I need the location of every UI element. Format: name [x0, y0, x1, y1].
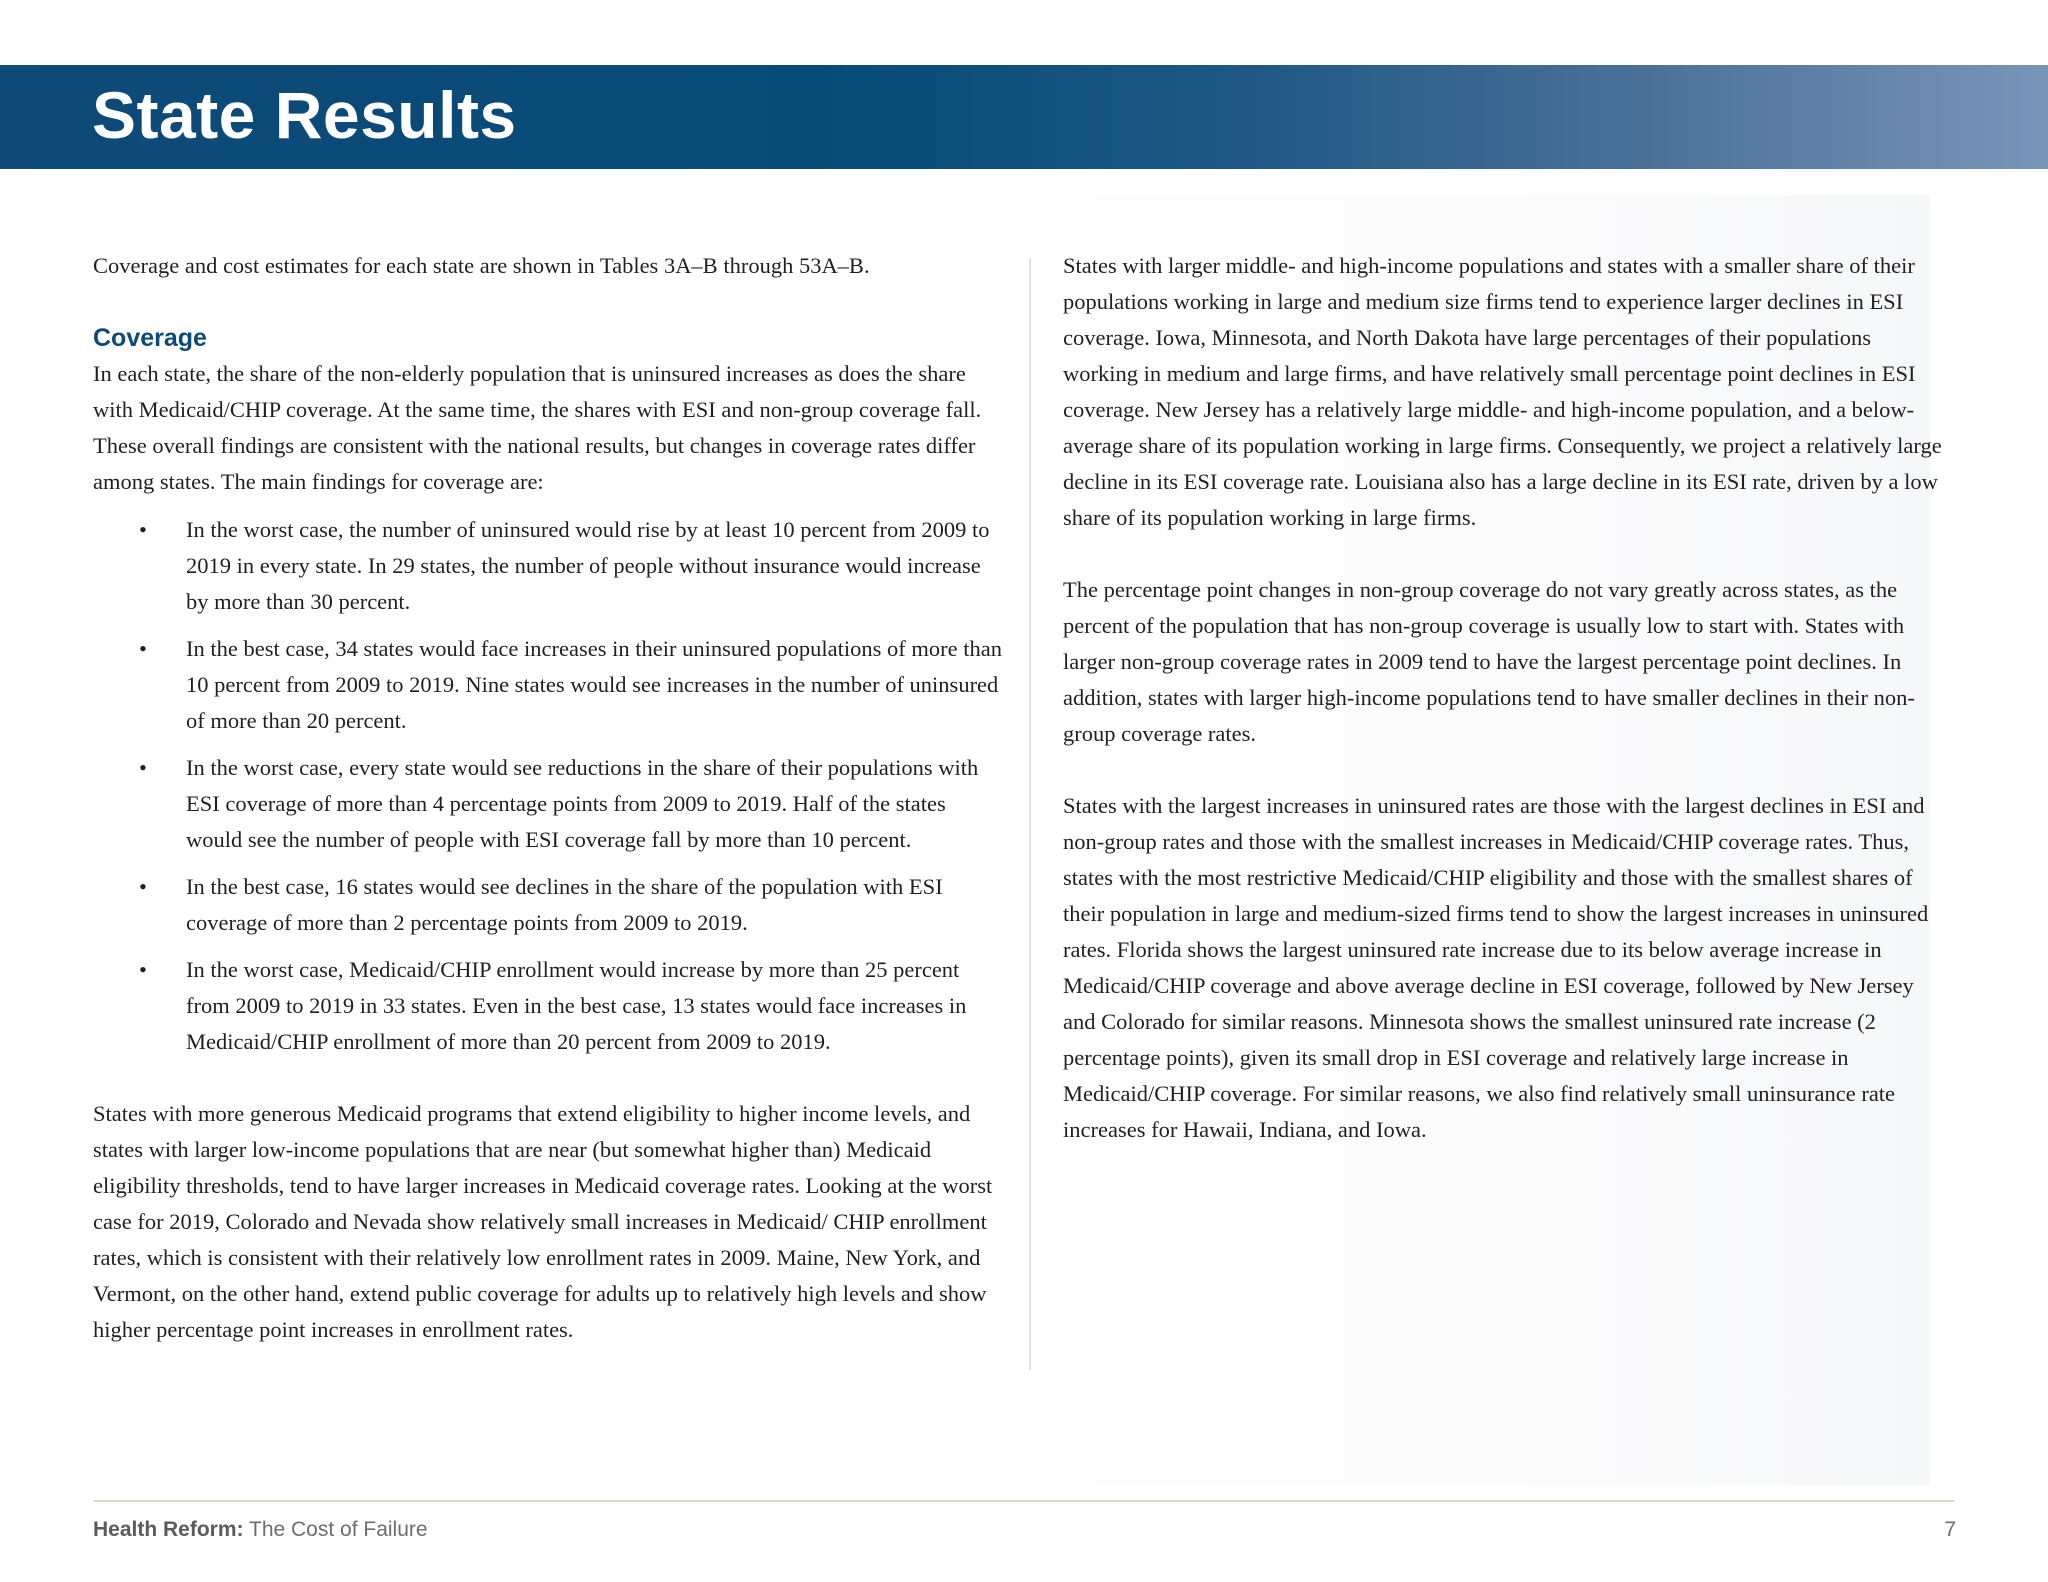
left-column: [93, 248, 1003, 1384]
page-title: State Results: [92, 78, 517, 152]
medicaid-paragraph: States with more generous Medicaid programs that extend eligibility to higher income levels, and states with larger low-income populations that are near (but somewhat higher than) Medicaid eligibility thresholds, tend to have larger increases in Medicaid coverage rates. Looking at the worst case for 2019, Colorado and Nevada show relatively small increases in Medicaid/ CHIP enrollment rates, which is consistent with their relatively low enrollment rates in 2009. Maine, New York, and Vermont, on the other hand, extend public coverage for adults up to relatively high levels and show higher percentage point increases in enrollment rates.: [93, 1101, 993, 1342]
list-item: [93, 750, 1003, 858]
column-divider: [1029, 258, 1031, 1370]
list-item: [93, 952, 1003, 1060]
list-item-text: In the best case, 16 states would see declines in the share of the population with ESI coverage of more than 2 percentage points from 2009 to 2019.: [186, 874, 943, 935]
list-item: [93, 869, 1003, 941]
list-item-text: In the worst case, Medicaid/CHIP enrollment would increase by more than 25 percent from 2009 to 2019 in 33 states. Even in the best case, 13 states would face increases in Medicaid/CHIP enrollment of more than 20 percent from 2009 to 2019.: [186, 957, 967, 1054]
intro-paragraph: Coverage and cost estimates for each state are shown in Tables 3A–B through 53A–B.: [93, 253, 870, 278]
bullet-icon: •: [139, 957, 147, 982]
bullet-icon: •: [139, 874, 147, 899]
list-item-text: In the worst case, every state would see reductions in the share of their populations with ESI coverage of more than 4 percentage points from 2009 to 2019. Half of the states would see the number of people with ESI coverage fall by more than 10 percent.: [186, 755, 979, 852]
footer-publication-title: [93, 1518, 428, 1542]
coverage-findings-list: [93, 512, 1003, 1060]
section-heading-coverage: Coverage: [93, 324, 207, 352]
non-group-paragraph: The percentage point changes in non-group coverage do not vary greatly across states, as the percent of the population that has non-group coverage is usually low to start with. States with larger non-group coverage rates in 2009 tend to have the largest percentage point declines. In addition, states with larger high-income populations tend to have smaller declines in their non-group coverage rates.: [1063, 577, 1915, 746]
esi-paragraph: States with larger middle- and high-income populations and states with a smaller share of their populations working in large and medium size firms tend to experience larger declines in ESI coverage. Iowa, Minnesota, and North Dakota have large percentages of their populations working in medium and large firms, and have relatively small percentage point declines in ESI coverage. New Jersey has a relatively large middle- and high-income population, and a below-average share of its population working in large firms. Consequently, we project a relatively large decline in its ESI coverage rate. Louisiana also has a large decline in its ESI rate, driven by a low share of its population working in large firms.: [1063, 253, 1942, 530]
footer-publication-subtitle: The Cost of Failure: [243, 1518, 428, 1541]
list-item: [93, 631, 1003, 739]
footer-publication-bold: Health Reform:: [93, 1518, 244, 1541]
list-item-text: In the worst case, the number of uninsured would rise by at least 10 percent from 2009 to 2019 in every state. In 29 states, the number of people without insurance would increase by more than 30 percent.: [186, 517, 990, 614]
list-item: [93, 512, 1003, 620]
header-band: [0, 65, 2048, 169]
page-number: 7: [1944, 1518, 1956, 1541]
footer-divider: [93, 1500, 1955, 1502]
right-column: [1063, 248, 1943, 1184]
uninsured-paragraph: States with the largest increases in uninsured rates are those with the largest declines in ESI and non-group rates and those with the smallest increases in Medicaid/CHIP coverage rates. Thus, states with the most restrictive Medicaid/CHIP eligibility and those with the smallest shares of their population in large and medium-sized firms tend to show the largest increases in uninsured rates. Florida shows the largest uninsured rate increase due to its below average increase in Medicaid/CHIP coverage and above average decline in ESI coverage, followed by New Jersey and Colorado for similar reasons. Minnesota shows the smallest uninsured rate increase (2 percentage points), given its small drop in ESI coverage and relatively large increase in Medicaid/CHIP coverage. For similar reasons, we also find relatively small uninsurance rate increases for Hawaii, Indiana, and Iowa.: [1063, 793, 1929, 1142]
bullet-icon: •: [139, 636, 147, 661]
bullet-icon: •: [139, 755, 147, 780]
bullet-icon: •: [139, 517, 147, 542]
coverage-lead-paragraph: In each state, the share of the non-elderly population that is uninsured increases as does the share with Medicaid/CHIP coverage. At the same time, the shares with ESI and non-group coverage fall. These overall findings are consistent with the national results, but changes in coverage rates differ among states. The main findings for coverage are:: [93, 361, 982, 494]
list-item-text: In the best case, 34 states would face increases in their uninsured populations of more than 10 percent from 2009 to 2019. Nine states would see increases in the number of uninsured of more than 20 percent.: [186, 636, 1003, 733]
